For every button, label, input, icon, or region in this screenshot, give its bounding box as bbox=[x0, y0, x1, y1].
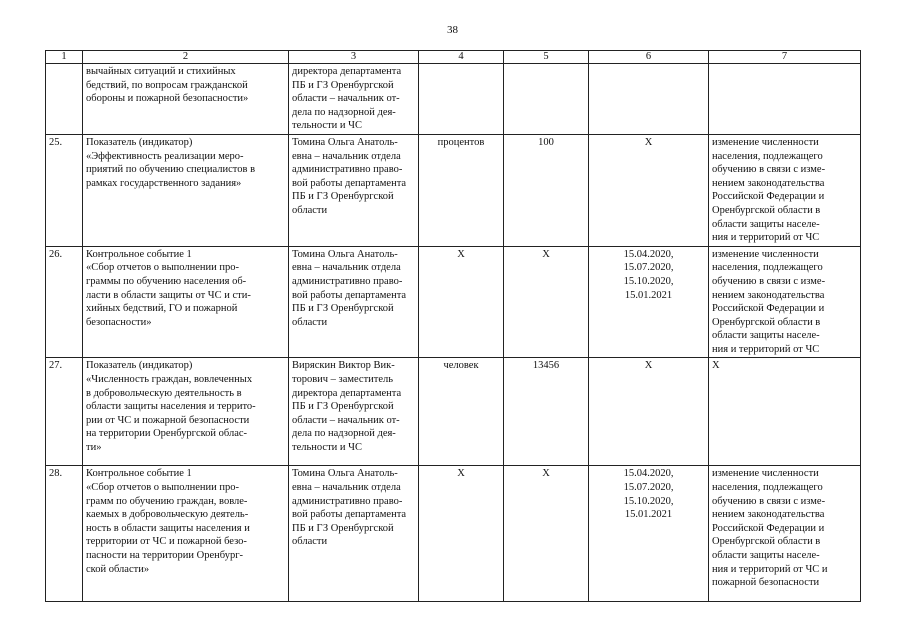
cell-text-line: Российской Федерации и bbox=[712, 191, 825, 203]
cell-text-line: ния и территорий от ЧС bbox=[712, 232, 820, 244]
deadline-cell bbox=[589, 64, 709, 135]
cell-text-line: Томина Ольга Анатоль- bbox=[292, 248, 398, 260]
cell-text-line: Х bbox=[644, 136, 653, 148]
cell-text-line: Томина Ольга Анатоль- bbox=[292, 468, 398, 480]
cell-text-line: в добровольческую деятельность в bbox=[86, 387, 242, 399]
cell-text-line: «Численность граждан, вовлеченных bbox=[86, 374, 253, 386]
cell-text-line: приятий по обучению специалистов в bbox=[86, 164, 256, 176]
cell-text-line: вой работы департамента bbox=[292, 177, 407, 189]
cell-text-line: населения, подлежащего bbox=[712, 262, 823, 274]
cell-text-line: ласти в области защиты от ЧС и сти- bbox=[86, 289, 251, 301]
cell-text-line: пожарной безопасности bbox=[712, 577, 820, 589]
cell-text-line: директора департамента bbox=[292, 387, 402, 399]
unit-cell: процентов bbox=[419, 134, 504, 246]
table-row bbox=[46, 466, 861, 602]
cell-text-line: области bbox=[292, 536, 328, 548]
page-number: 38 bbox=[447, 24, 458, 36]
cell-text-line: вычайных ситуаций и стихийных bbox=[86, 66, 236, 77]
cell-text-line: территории от ЧС и пожарной безо- bbox=[86, 536, 247, 548]
cell-text-line: «Сбор отчетов о выполнении про- bbox=[86, 262, 240, 274]
cell-text-line: изменение численности bbox=[712, 248, 819, 260]
reason-cell bbox=[709, 64, 861, 135]
cell-text-line: «Сбор отчетов о выполнении про- bbox=[86, 482, 240, 494]
header-col-4: 4 bbox=[419, 51, 504, 64]
reason-cell bbox=[709, 246, 861, 358]
cell-text-line: ти» bbox=[86, 442, 102, 454]
cell-text-line: Оренбургской области в bbox=[712, 316, 821, 328]
reason-cell bbox=[709, 466, 861, 602]
cell-text-line: рамках государственного задания» bbox=[86, 177, 242, 189]
cell-text-line: евна – начальник отдела bbox=[292, 262, 401, 274]
cell-text-line: ПБ и ГЗ Оренбургской bbox=[292, 79, 394, 91]
cell-text-line: грамм по обучению граждан, вовле- bbox=[86, 495, 248, 507]
cell-text-line: обучению в связи с изме- bbox=[712, 164, 826, 176]
cell-text-line: административно право- bbox=[292, 495, 403, 507]
cell-text-line: ность в области защиты населения и bbox=[86, 522, 250, 534]
cell-text-line: 15.10.2020, bbox=[623, 275, 674, 287]
header-col-3: 3 bbox=[289, 51, 419, 64]
cell-text-line: нением законодательства bbox=[712, 177, 825, 189]
cell-text-line: Виряскин Виктор Вик- bbox=[292, 360, 395, 372]
cell-text-line: 15.01.2021 bbox=[624, 509, 673, 521]
cell-text-line: на территории Оренбургской облас- bbox=[86, 428, 248, 440]
cell-text-line: 15.07.2020, bbox=[623, 262, 674, 274]
responsible-person bbox=[289, 134, 419, 246]
cell-text-line: вой работы департамента bbox=[292, 509, 407, 521]
header-col-2: 2 bbox=[83, 51, 289, 64]
cell-text-line: области – начальник от- bbox=[292, 414, 400, 426]
cell-text-line: Х bbox=[644, 360, 653, 372]
measure-description bbox=[83, 358, 289, 466]
header-col-5: 5 bbox=[504, 51, 589, 64]
table-header-row bbox=[46, 51, 861, 64]
cell-text-line: административно право- bbox=[292, 275, 403, 287]
cell-text-line: области защиты населе- bbox=[712, 550, 820, 562]
header-col-6: 6 bbox=[589, 51, 709, 64]
cell-text-line: Контрольное событие 1 bbox=[86, 468, 192, 480]
table-row bbox=[46, 64, 861, 135]
value-cell: 13456 bbox=[504, 358, 589, 466]
header-col-7: 7 bbox=[709, 51, 861, 64]
cell-text-line: области bbox=[292, 204, 328, 216]
value-cell: Х bbox=[504, 466, 589, 602]
row-number: 28. bbox=[46, 466, 83, 602]
cell-text-line: обучению в связи с изме- bbox=[712, 275, 826, 287]
cell-text-line: дела по надзорной дея- bbox=[292, 106, 396, 118]
table-row bbox=[46, 358, 861, 466]
cell-text-line: граммы по обучению населения об- bbox=[86, 275, 247, 287]
unit-cell: Х bbox=[419, 246, 504, 358]
cell-text-line: Показатель (индикатор) bbox=[86, 360, 193, 372]
measure-description bbox=[83, 246, 289, 358]
reason-cell bbox=[709, 134, 861, 246]
deadline-cell bbox=[589, 246, 709, 358]
cell-text-line: области защиты населе- bbox=[712, 218, 820, 230]
cell-text-line: ПБ и ГЗ Оренбургской bbox=[292, 303, 394, 315]
row-number: 25. bbox=[46, 134, 83, 246]
header-col-1: 1 bbox=[46, 51, 83, 64]
value-cell bbox=[504, 64, 589, 135]
cell-text-line: изменение численности bbox=[712, 136, 819, 148]
cell-text-line: нением законодательства bbox=[712, 509, 825, 521]
cell-text-line: ПБ и ГЗ Оренбургской bbox=[292, 522, 394, 534]
cell-text-line: 15.01.2021 bbox=[624, 289, 673, 301]
row-number: 26. bbox=[46, 246, 83, 358]
cell-text-line: Российской Федерации и bbox=[712, 303, 825, 315]
cell-text-line: вой работы департамента bbox=[292, 289, 407, 301]
document-table bbox=[45, 50, 861, 602]
cell-text-line: тельности и ЧС bbox=[292, 442, 362, 454]
cell-text-line: «Эффективность реализации меро- bbox=[86, 150, 244, 162]
cell-text-line: рии от ЧС и пожарной безопасности bbox=[86, 414, 250, 426]
measure-description bbox=[83, 64, 289, 135]
cell-text-line: каемых в добровольческую деятель- bbox=[86, 509, 249, 521]
cell-text-line: ПБ и ГЗ Оренбургской bbox=[292, 401, 394, 413]
responsible-person bbox=[289, 466, 419, 602]
cell-text-line: торович – заместитель bbox=[292, 374, 394, 386]
cell-text-line: Оренбургской области в bbox=[712, 536, 821, 548]
row-number: 27. bbox=[46, 358, 83, 466]
cell-text-line: Оренбургской области в bbox=[712, 204, 821, 216]
table-row bbox=[46, 134, 861, 246]
unit-cell bbox=[419, 64, 504, 135]
cell-text-line: директора департамента bbox=[292, 66, 402, 77]
cell-text-line: пасности на территории Оренбург- bbox=[86, 550, 244, 562]
cell-text-line: области bbox=[292, 316, 328, 328]
cell-text-line: 15.07.2020, bbox=[623, 482, 674, 494]
value-cell: 100 bbox=[504, 134, 589, 246]
row-number bbox=[46, 64, 83, 135]
responsible-person bbox=[289, 246, 419, 358]
table-body bbox=[46, 64, 861, 602]
cell-text-line: безопасности» bbox=[86, 316, 152, 328]
measure-description bbox=[83, 134, 289, 246]
cell-text-line: ния и территорий от ЧС и bbox=[712, 563, 828, 575]
deadline-cell bbox=[589, 358, 709, 466]
cell-text-line: тельности и ЧС bbox=[292, 120, 362, 132]
cell-text-line: Х bbox=[712, 360, 720, 372]
cell-text-line: обучению в связи с изме- bbox=[712, 495, 826, 507]
cell-text-line: ской области» bbox=[86, 563, 150, 575]
cell-text-line: дела по надзорной дея- bbox=[292, 428, 396, 440]
cell-text-line: области – начальник от- bbox=[292, 93, 400, 105]
cell-text-line: 15.10.2020, bbox=[623, 495, 674, 507]
cell-text-line: Томина Ольга Анатоль- bbox=[292, 136, 398, 148]
cell-text-line: ния и территорий от ЧС bbox=[712, 343, 820, 355]
cell-text-line: 15.04.2020, bbox=[623, 248, 674, 260]
responsible-person bbox=[289, 358, 419, 466]
measure-description bbox=[83, 466, 289, 602]
cell-text-line: евна – начальник отдела bbox=[292, 482, 401, 494]
responsible-person bbox=[289, 64, 419, 135]
cell-text-line: административно право- bbox=[292, 164, 403, 176]
cell-text-line: ПБ и ГЗ Оренбургской bbox=[292, 191, 394, 203]
table-row bbox=[46, 246, 861, 358]
cell-text-line: области защиты населения и террито- bbox=[86, 401, 256, 413]
reason-cell bbox=[709, 358, 861, 466]
cell-text-line: населения, подлежащего bbox=[712, 150, 823, 162]
cell-text-line: хийных бедствий, ГО и пожарной bbox=[86, 303, 238, 315]
deadline-cell bbox=[589, 466, 709, 602]
cell-text-line: бедствий, по вопросам гражданской bbox=[86, 79, 248, 91]
cell-text-line: Российской Федерации и bbox=[712, 522, 825, 534]
cell-text-line: евна – начальник отдела bbox=[292, 150, 401, 162]
unit-cell: человек bbox=[419, 358, 504, 466]
deadline-cell bbox=[589, 134, 709, 246]
cell-text-line: Показатель (индикатор) bbox=[86, 136, 193, 148]
cell-text-line: 15.04.2020, bbox=[623, 468, 674, 480]
cell-text-line: обороны и пожарной безопасности» bbox=[86, 93, 249, 105]
unit-cell: Х bbox=[419, 466, 504, 602]
cell-text-line: населения, подлежащего bbox=[712, 482, 823, 494]
cell-text-line: области защиты населе- bbox=[712, 330, 820, 342]
cell-text-line: изменение численности bbox=[712, 468, 819, 480]
cell-text-line: нением законодательства bbox=[712, 289, 825, 301]
value-cell: Х bbox=[504, 246, 589, 358]
cell-text-line: Контрольное событие 1 bbox=[86, 248, 192, 260]
